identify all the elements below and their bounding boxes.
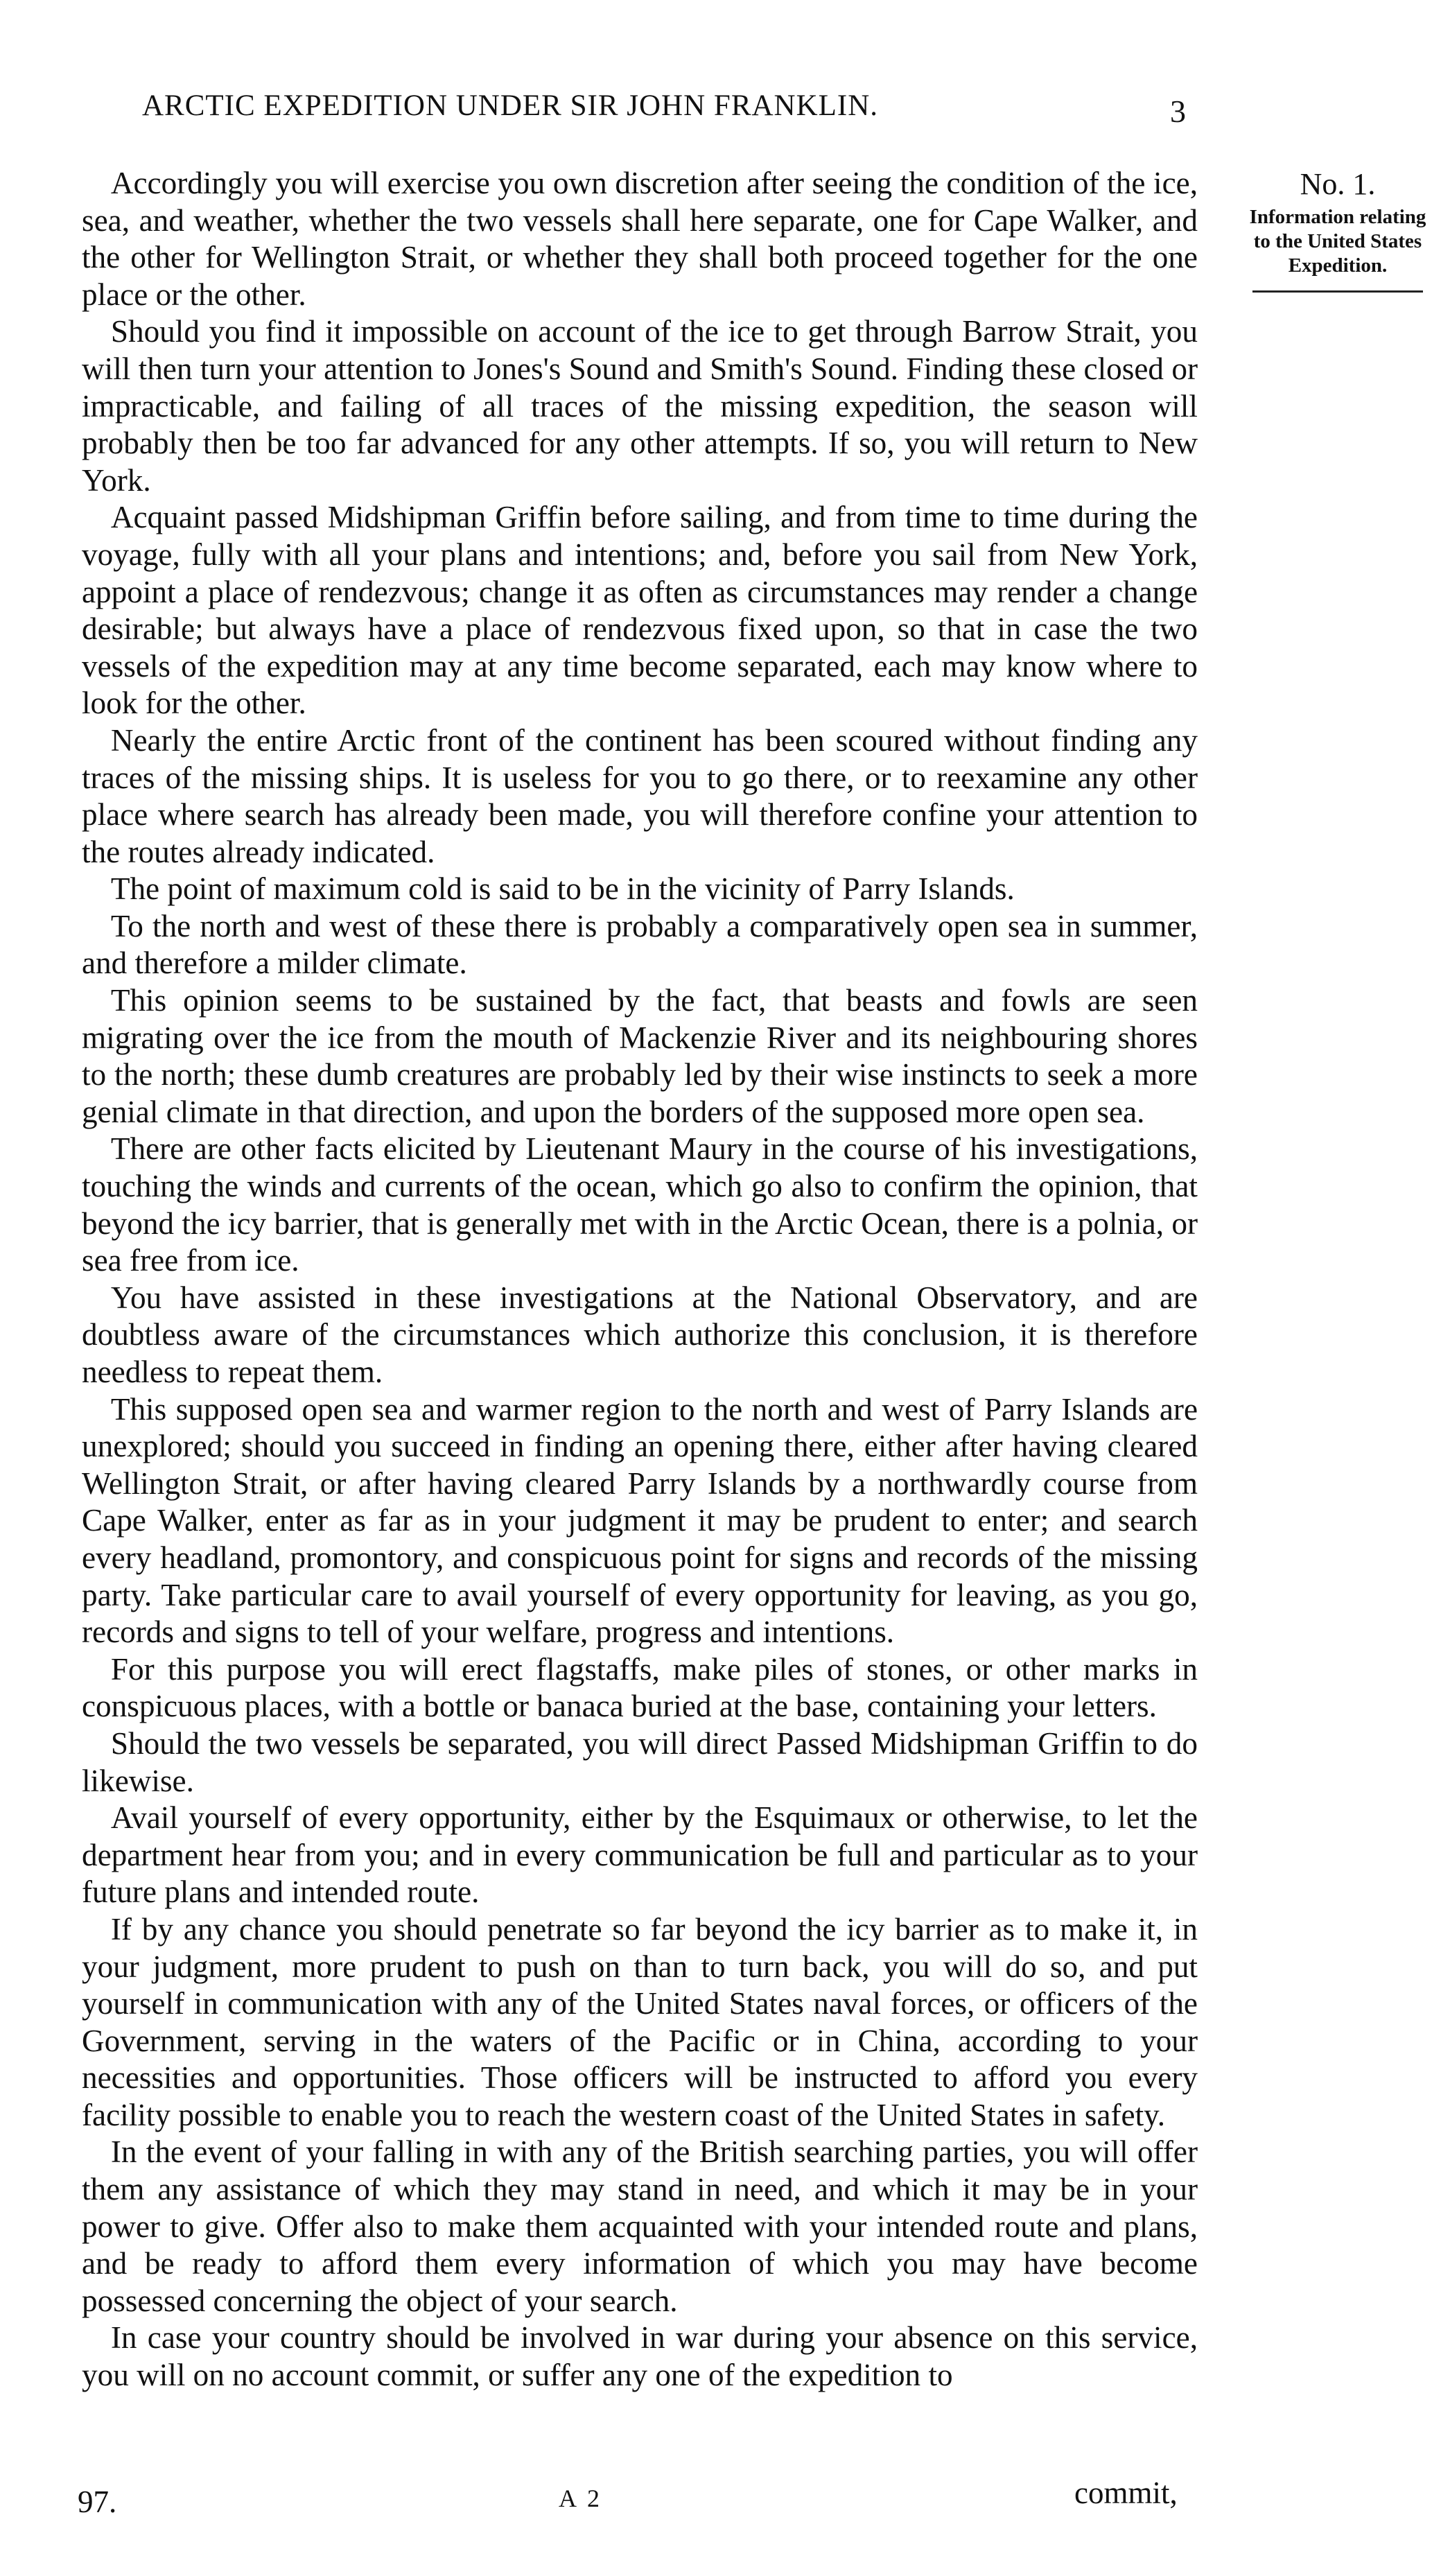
page-number: 3	[1170, 94, 1186, 129]
paragraph: This opinion seems to be sustained by the fact, that beasts and fowls are seen migrating over the ice from the mouth of Mackenzie River and its neighbouring shores to the north; these dumb creatures are probably led by their wise instincts to seek a more genial climate in that direction, and upon the borders of the supposed more open sea.	[82, 983, 1198, 1129]
paragraph: To the north and west of these there is probably a comparatively open sea in summer, and therefore a milder climate.	[82, 908, 1198, 981]
paragraph: This supposed open sea and warmer region to the north and west of Parry Islands are unexplored; should you succeed in finding an opening there, either after having cleared Wellington Strait, or after having cleared Parry Islands by a northwardly course from Cape Walker, enter as far as in your judgment it may be prudent to enter; and search every headland, promontory, and conspicuous point for signs and records of the missing party. Take particular care to avail yourself of every opportunity for leaving, as you go, records and signs to tell of your welfare, progress and intentions.	[82, 1391, 1198, 1650]
paragraph: In case your country should be involved in war during your absence on this service, you will on no account commit, or suffer any one of the expedition to	[82, 2320, 1198, 2393]
paragraph: Accordingly you will exercise you own discretion after seeing the condition of the ice, sea, and weather, whether the two vessels shall here separate, one for Cape Walker, and the other for Wellington Strait, or whether they shall both proceed together for the one place or the other.	[82, 166, 1198, 312]
paragraph: In the event of your falling in with any of the British searching parties, you will offer them any assistance of which they may stand in need, and which it may be in your power to give. Offer also to make them acquainted with your intended route and plans, and be ready to afford them every information of which you may have become possessed concerning the object of your search.	[82, 2134, 1198, 2318]
paragraph: Nearly the entire Arctic front of the continent has been scoured without finding any traces of the missing ships. It is useless for you to go there, or to reexamine any other place where search has already been made, you will therefore confine your attention to the routes already indicated.	[82, 722, 1198, 869]
paragraph: If by any chance you should penetrate so far beyond the icy barrier as to make it, in your judgment, more prudent to push on than to turn back, you will do so, and put yourself in communication with any of the United States naval forces, or officers of the Government, serving in the waters of the Pacific or in China, according to your necessities and opportunities. Those officers will be instructed to afford you every facility possible to enable you to reach the western coast of the United States in safety.	[82, 1911, 1198, 2132]
paragraph: Acquaint passed Midshipman Griffin before sailing, and from time to time during the voyage, fully with all your plans and intentions; and, before you sail from New York, appoint a place of rendezvous; change it as often as circumstances may render a change desirable; but always have a place of rendezvous fixed upon, so that in case the two vessels of the expedition may at any time become separated, each may know where to look for the other.	[82, 500, 1198, 721]
catchword: commit,	[1074, 2475, 1178, 2510]
paragraph: For this purpose you will erect flagstaffs, make piles of stones, or other marks in conspicuous places, with a bottle or banaca buried at the base, containing your letters.	[82, 1651, 1198, 1724]
paragraph: You have assisted in these investigations at the National Observatory, and are doubtless aware of the circumstances which authorize this conclusion, it is therefore needless to repeat them.	[82, 1280, 1198, 1389]
paragraph: There are other facts elicited by Lieutenant Maury in the course of his investigations, touching the winds and currents of the ocean, which go also to confirm the opinion, that beyond the icy barrier, that is generally met with in the Arctic Ocean, there is a polnia, or sea free from ice.	[82, 1131, 1198, 1278]
body-text	[82, 165, 1198, 2394]
margin-note	[1248, 164, 1428, 293]
running-title: ARCTIC EXPEDITION UNDER SIR JOHN FRANKLIN.	[142, 89, 879, 122]
margin-note-rule	[1252, 290, 1423, 293]
margin-note-number: No. 1.	[1300, 167, 1376, 201]
sheet-mark: A 2	[559, 2484, 603, 2512]
margin-note-text: Information relating to the United States Expedition.	[1249, 206, 1426, 277]
paragraph: Should you find it impossible on account of the ice to get through Barrow Strait, you will then turn your attention to Jones's Sound and Smith's Sound. Finding these closed or impracticable, and failing of all traces of the missing expedition, the season will probably then be too far advanced for any other attempts. If so, you will return to New York.	[82, 314, 1198, 498]
signature-mark: 97.	[78, 2484, 117, 2519]
paragraph: The point of maximum cold is said to be in the vicinity of Parry Islands.	[110, 871, 1015, 907]
paragraph: Should the two vessels be separated, you will direct Passed Midshipman Griffin to do likewise.	[82, 1725, 1198, 1798]
paragraph: Avail yourself of every opportunity, either by the Esquimaux or otherwise, to let the department hear from you; and in every communication be full and particular as to your future plans and intended route.	[82, 1800, 1198, 1910]
